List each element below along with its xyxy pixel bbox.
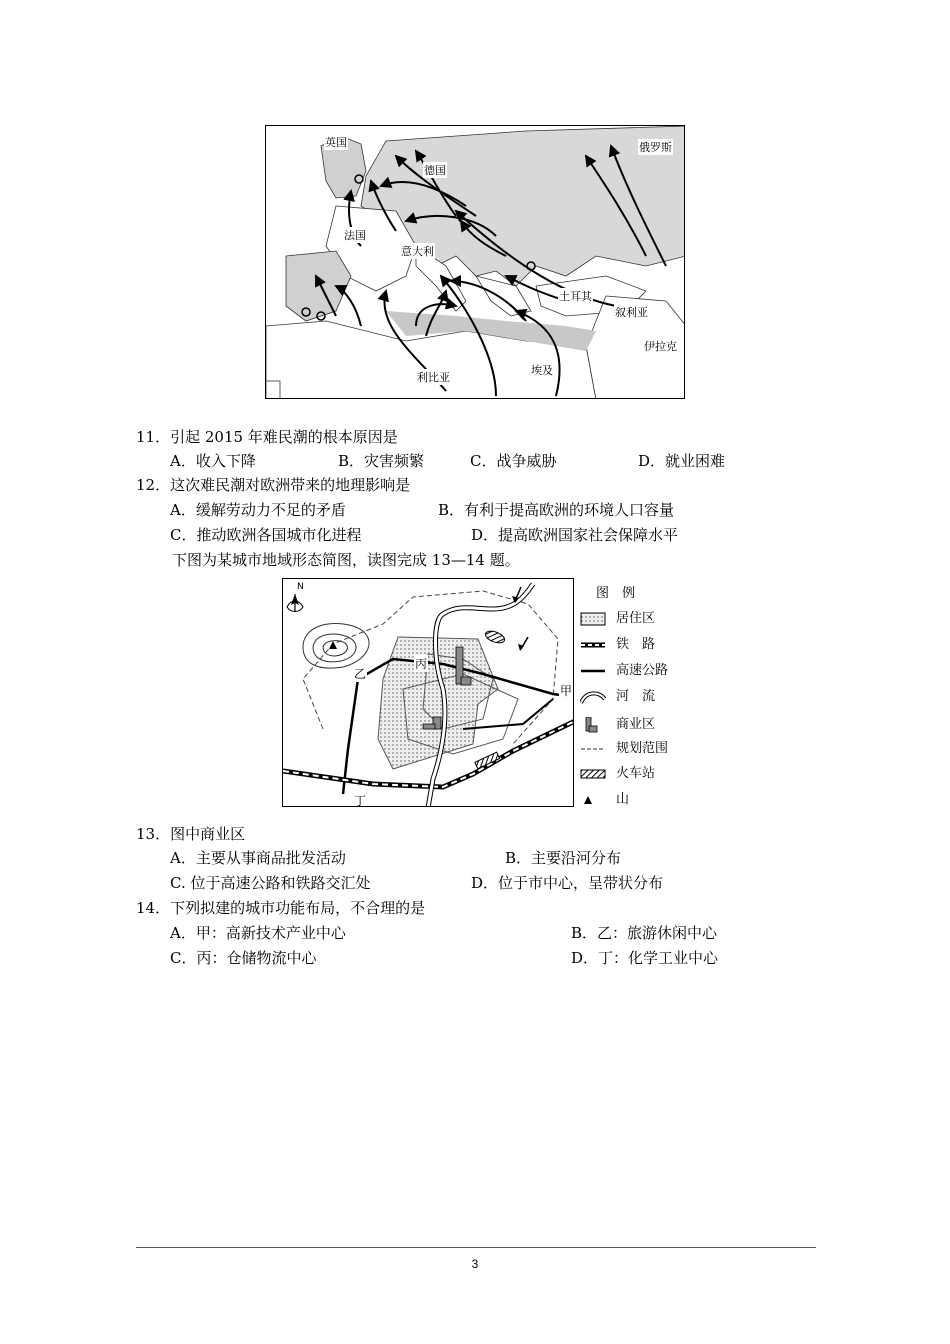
legend-title: 图 例 [596, 586, 636, 601]
legend-mountain: 山 [580, 790, 700, 810]
q11-option-c: C．战争威胁 [470, 452, 557, 470]
q13-stem: 13．图中商业区 [136, 825, 246, 843]
legend-residential: 居住区 [580, 609, 700, 629]
label-germany: 德国 [424, 164, 446, 177]
q11-stem: 11．引起 2015 年难民潮的根本原因是 [136, 428, 398, 446]
label-uk: 英国 [325, 136, 347, 149]
label-turkey: 土耳其 [559, 290, 592, 303]
q12-stem: 12．这次难民潮对欧洲带来的地理影响是 [136, 476, 411, 494]
legend-commercial: 商业区 [580, 715, 700, 735]
page-number: 3 [471, 1257, 479, 1271]
q13-option-a: A．主要从事商品批发活动 [170, 849, 346, 867]
label-libya: 利比亚 [417, 371, 450, 384]
label-russia: 俄罗斯 [639, 141, 672, 154]
river-swatch [580, 689, 606, 705]
refugee-map-drawing [266, 126, 685, 399]
q13-option-d: D．位于市中心，呈带状分布 [471, 874, 664, 892]
q12-option-c: C．推动欧洲各国城市化进程 [170, 526, 362, 544]
planning-swatch [580, 741, 606, 757]
label-syria: 叙利亚 [615, 306, 648, 319]
label-jia: 甲 [560, 684, 573, 698]
city-map [282, 578, 574, 807]
refugee-map [265, 125, 685, 399]
label-bing: 丙 [415, 657, 428, 671]
q14-stem: 14．下列拟建的城市功能布局，不合理的是 [136, 899, 426, 917]
q12-option-b: B．有利于提高欧洲的环境人口容量 [438, 501, 675, 519]
q14-option-a: A．甲：高新技术产业中心 [170, 924, 346, 942]
mountain-icon [580, 792, 606, 808]
station-swatch [580, 766, 606, 782]
q12-option-a: A．缓解劳动力不足的矛盾 [170, 501, 346, 519]
label-egypt: 埃及 [531, 364, 553, 377]
q14-option-b: B．乙：旅游休闲中心 [571, 924, 718, 942]
commercial-swatch [580, 717, 606, 733]
legend-river: 河 流 [580, 687, 700, 707]
q13-option-b: B．主要沿河分布 [505, 849, 622, 867]
railway-swatch [580, 637, 606, 653]
legend-highway: 高速公路 [580, 661, 700, 681]
intro-13-14: 下图为某城市地域形态简图，读图完成 13—14 题。 [172, 551, 520, 569]
q13-option-c: C. 位于高速公路和铁路交汇处 [170, 874, 371, 892]
city-map-drawing [283, 579, 574, 807]
highway-swatch [580, 663, 606, 679]
label-yi: 乙 [354, 667, 367, 681]
label-italy: 意大利 [401, 245, 434, 258]
label-ding: 丁 [354, 794, 367, 807]
city-map-legend [580, 584, 700, 810]
q11-option-d: D．就业困难 [638, 452, 726, 470]
legend-planning: 规划范围 [580, 739, 700, 759]
q11-option-b: B．灾害频繁 [338, 452, 425, 470]
label-france: 法国 [344, 229, 366, 242]
q14-option-d: D．丁：化学工业中心 [571, 949, 719, 967]
residential-swatch [580, 611, 606, 627]
q12-option-d: D．提高欧洲国家社会保障水平 [471, 526, 679, 544]
north-label: N [297, 582, 304, 592]
q11-option-a: A．收入下降 [170, 452, 256, 470]
footer-divider [136, 1247, 816, 1248]
q14-option-c: C．丙：仓储物流中心 [170, 949, 317, 967]
legend-railway: 铁 路 [580, 635, 700, 655]
legend-station: 火车站 [580, 764, 700, 784]
label-iraq: 伊拉克 [644, 340, 677, 353]
